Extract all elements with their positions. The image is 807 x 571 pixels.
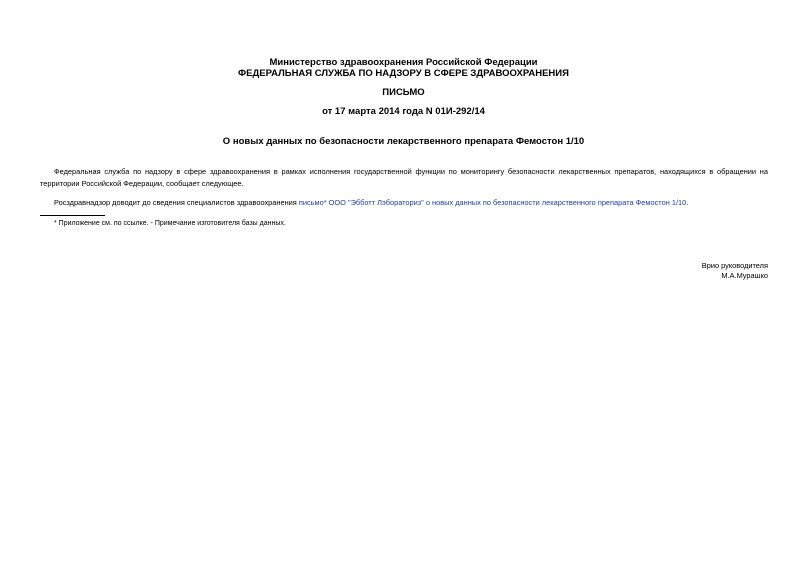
para2-text-before: Росздравнадзор доводит до сведения специалистов здравоохранения bbox=[54, 198, 299, 207]
body-paragraph-1: Федеральная служба по надзору в сфере здравоохранения в рамках исполнения государственной функции по мониторингу безопасности лекарственных препаратов, находящихся в обращении на территории Российской Федерации, сообщает следующее. bbox=[40, 167, 768, 188]
footnote: * Приложение см. по ссылке. - Примечание изготовителя базы данных. bbox=[54, 220, 286, 227]
footnote-divider bbox=[40, 215, 105, 216]
document-type: ПИСЬМО bbox=[382, 87, 425, 98]
signature-name: М.А.Мурашко bbox=[721, 271, 768, 280]
ministry-title: Министерство здравоохранения Российской Федерации bbox=[269, 57, 538, 68]
document-date-number: от 17 марта 2014 года N 01И-292/14 bbox=[322, 106, 485, 117]
signature-position: Врио руководителя bbox=[701, 261, 768, 270]
attachment-letter-link[interactable]: письмо* ООО "Эбботт Лэбораториз" о новых данных по безопасности лекарственного препарата Фемостон 1/10 bbox=[298, 198, 687, 207]
document-subject: О новых данных по безопасности лекарственного препарата Фемостон 1/10 bbox=[222, 136, 585, 147]
para2-text-after: . bbox=[686, 198, 689, 207]
service-title: ФЕДЕРАЛЬНАЯ СЛУЖБА ПО НАДЗОРУ В СФЕРЕ ЗДРАВООХРАНЕНИЯ bbox=[238, 68, 569, 79]
body-paragraph-2 bbox=[40, 197, 768, 209]
